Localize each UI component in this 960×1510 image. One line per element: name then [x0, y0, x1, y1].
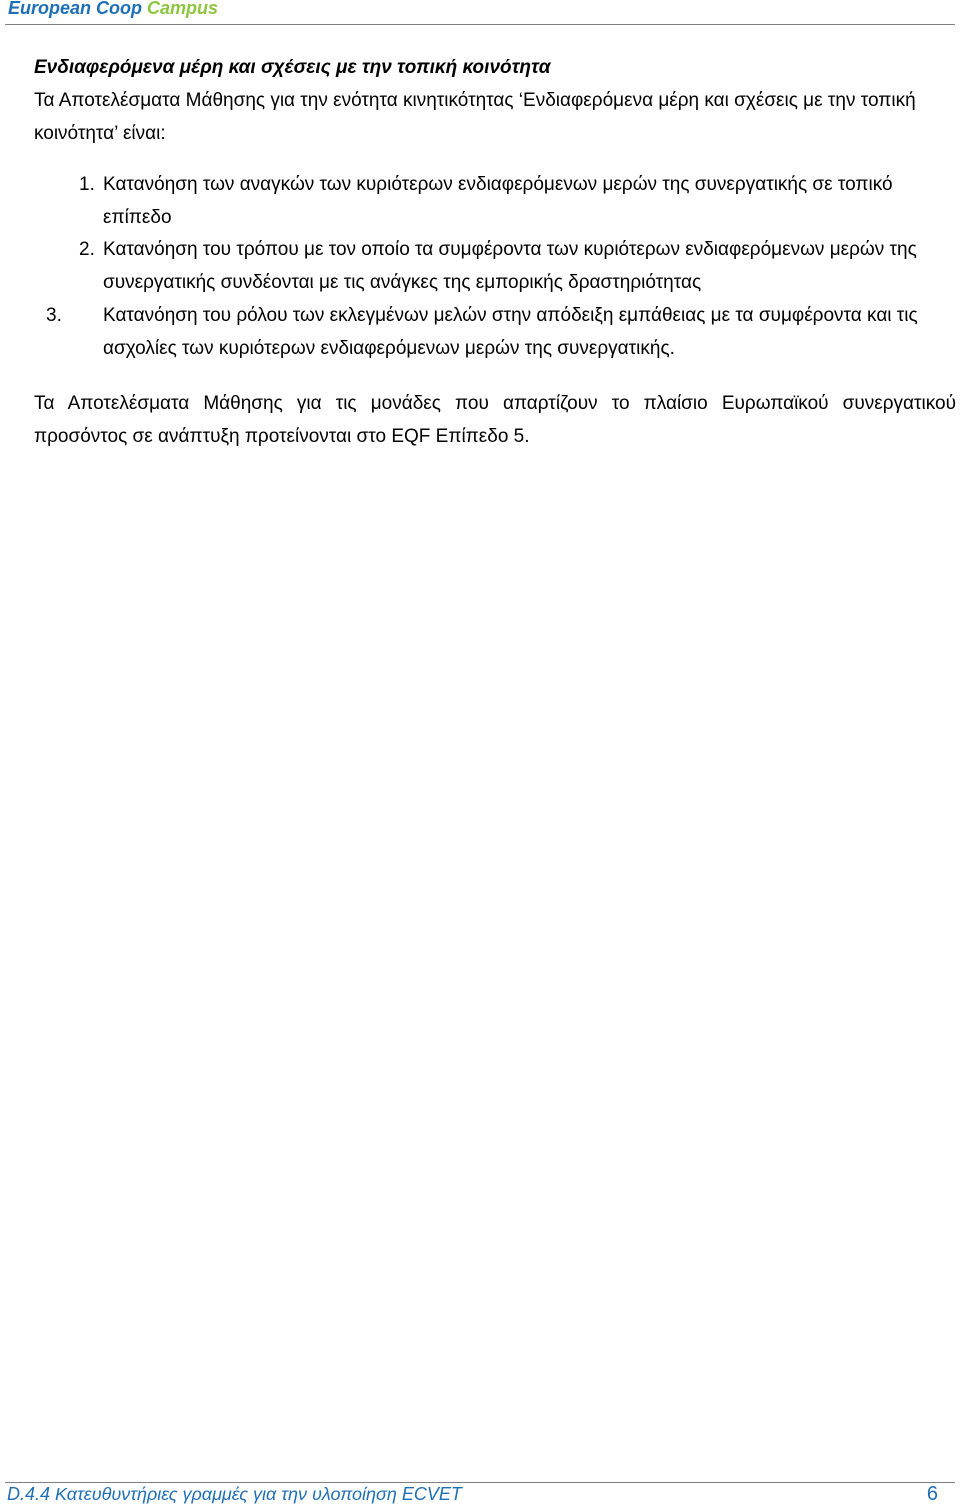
list-item-number: 3.	[46, 305, 62, 326]
brand-word-campus: Campus	[147, 0, 219, 18]
page-header	[5, 0, 955, 25]
brand-logo	[8, 0, 218, 19]
list-item-number: 1.	[79, 174, 95, 195]
brand-word-european: European	[8, 0, 92, 18]
footer-document-title: D.4.4 Κατευθυντήριες γραμμές για την υλοποίηση ECVET	[7, 1484, 462, 1504]
section-intro: Τα Αποτελέσματα Μάθησης για την ενότητα κινητικότητας ‘Ενδιαφερόμενα μέρη και σχέσεις με την τοπική κοινότητα’ είναι:	[34, 90, 916, 144]
section-closing-paragraph: Τα Αποτελέσματα Μάθησης για τις μονάδες που απαρτίζουν το πλαίσιο Ευρωπαϊκού συνεργατικού προσόντος σε ανάπτυξη προτείνονται στο EQF Επίπεδο 5.	[34, 393, 956, 447]
page-footer	[5, 1482, 955, 1510]
list-item-text: Κατανόηση του τρόπου με τον οποίο τα συμφέροντα των κυριότερων ενδιαφερόμενων μερών της συνεργατικής συνδέονται με τις ανάγκες της εμπορικής δραστηριότητας	[103, 239, 917, 293]
section-title: Ενδιαφερόμενα μέρη και σχέσεις με την τοπική κοινότητα	[34, 57, 551, 78]
list-item-number: 2.	[79, 239, 95, 260]
brand-word-coop: Coop	[96, 0, 143, 18]
list-item-text: Κατανόηση του ρόλου των εκλεγμένων μελών στην απόδειξη εμπάθειας με τα συμφέροντα και τις ασχολίες των κυριότερων ενδιαφερόμενων μερών της συνεργατικής.	[103, 305, 918, 359]
list-item-text: Κατανόηση των αναγκών των κυριότερων ενδιαφερόμενων μερών της συνεργατικής σε τοπικό επίπεδο	[103, 174, 893, 228]
page-number: 6	[926, 1483, 938, 1505]
